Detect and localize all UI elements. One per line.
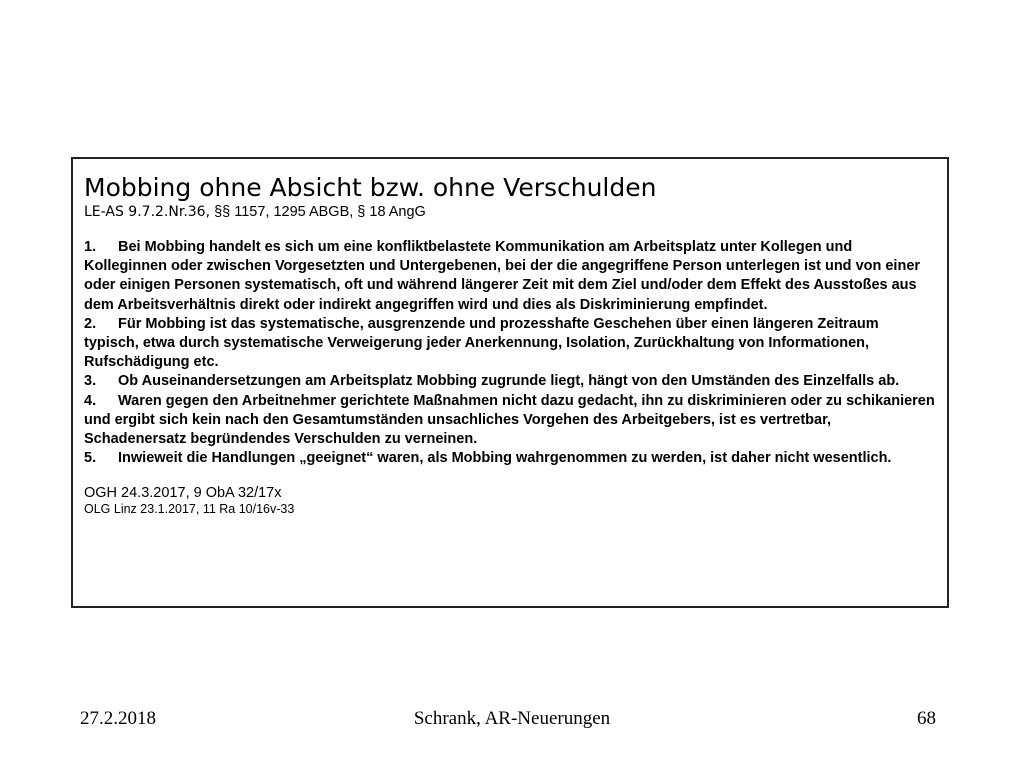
reference-code: LE-AS 9.7.2.Nr.36, xyxy=(84,204,211,220)
page-number: 68 xyxy=(917,708,936,729)
legal-reference xyxy=(84,203,937,221)
court-citation-olg: OLG Linz 23.1.2017, 11 Ra 10/16v-33 xyxy=(84,502,295,517)
point-1 xyxy=(84,238,937,315)
point-number: 5. xyxy=(84,450,97,467)
footer-title: Schrank, AR-Neuerungen xyxy=(413,708,611,729)
point-2 xyxy=(84,315,937,373)
point-text: Inwieweit die Handlungen „geeignet“ waren, als Mobbing wahrgenommen zu werden, ist daher nicht wesentlich. xyxy=(118,450,892,467)
content-box xyxy=(71,157,949,608)
point-number: 4. xyxy=(84,392,97,409)
point-number: 3. xyxy=(84,373,97,390)
point-text: Bei Mobbing handelt es sich um eine konfliktbelastete Kommunikation am Arbeitsplatz unter Kollegen und Kolleginnen oder zwischen Vorgesetzten und Untergebenen, bei der die angegriffene Person unterlegen ist und von einer oder einigen Personen systematisch, oft und während längerer Zeit mit dem Ziel und/oder dem Effekt des Ausstoßes aus dem Arbeitsverhältnis direkt oder indirekt angegriffen wird und dies als Diskriminierung empfindet. xyxy=(84,239,921,313)
point-3 xyxy=(84,372,937,391)
point-4 xyxy=(84,392,937,450)
reference-statutes: §§ 1157, 1295 ABGB, § 18 AngG xyxy=(210,204,426,220)
slide-title: Mobbing ohne Absicht bzw. ohne Verschulden xyxy=(84,173,657,202)
footer-date: 27.2.2018 xyxy=(80,708,156,729)
point-text: Ob Auseinandersetzungen am Arbeitsplatz Mobbing zugrunde liegt, hängt von den Umständen des Einzelfalls ab. xyxy=(118,373,900,390)
point-number: 1. xyxy=(84,239,97,255)
point-text: Waren gegen den Arbeitnehmer gerichtete Maßnahmen nicht dazu gedacht, ihn zu diskriminieren oder zu schikanieren und ergibt sich kein nach den Gesamtumständen unsachliches Vorgehen des Arbeitgebers, ist es vertretbar, Schadenersatz begründendes Verschulden zu verneinen. xyxy=(84,392,935,448)
court-citation-ogh: OGH 24.3.2017, 9 ObA 32/17x xyxy=(84,485,282,502)
point-5 xyxy=(84,449,937,468)
point-number: 2. xyxy=(84,315,97,332)
point-text: Für Mobbing ist das systematische, ausgrenzende und prozesshafte Geschehen über einen längeren Zeitraum typisch, etwa durch systematische Verweigerung jeder Anerkennung, Isolation, Zurückhaltung von Informationen, Rufschädigung etc. xyxy=(84,315,879,371)
